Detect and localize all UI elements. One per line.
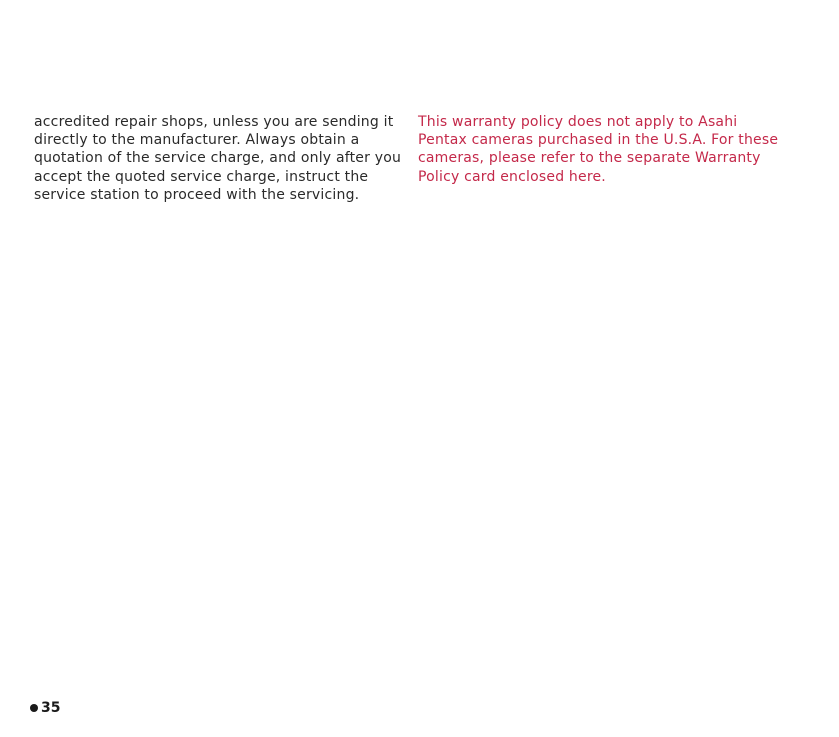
page-number: 35: [41, 700, 61, 716]
bullet-dot-icon: [30, 704, 38, 712]
body-text-left-column: accredited repair shops, unless you are sending it directly to the manufacturer. Always obtain a quotation of the service charge, and only after you accept the quoted service charge, instruct the service station to proceed with the servicing.: [34, 114, 402, 203]
warranty-notice-right-column: This warranty policy does not apply to Asahi Pentax cameras purchased in the U.S.A. For these cameras, please refer to the separate Warranty Policy card enclosed here.: [418, 114, 779, 185]
page-footer: [30, 700, 60, 716]
